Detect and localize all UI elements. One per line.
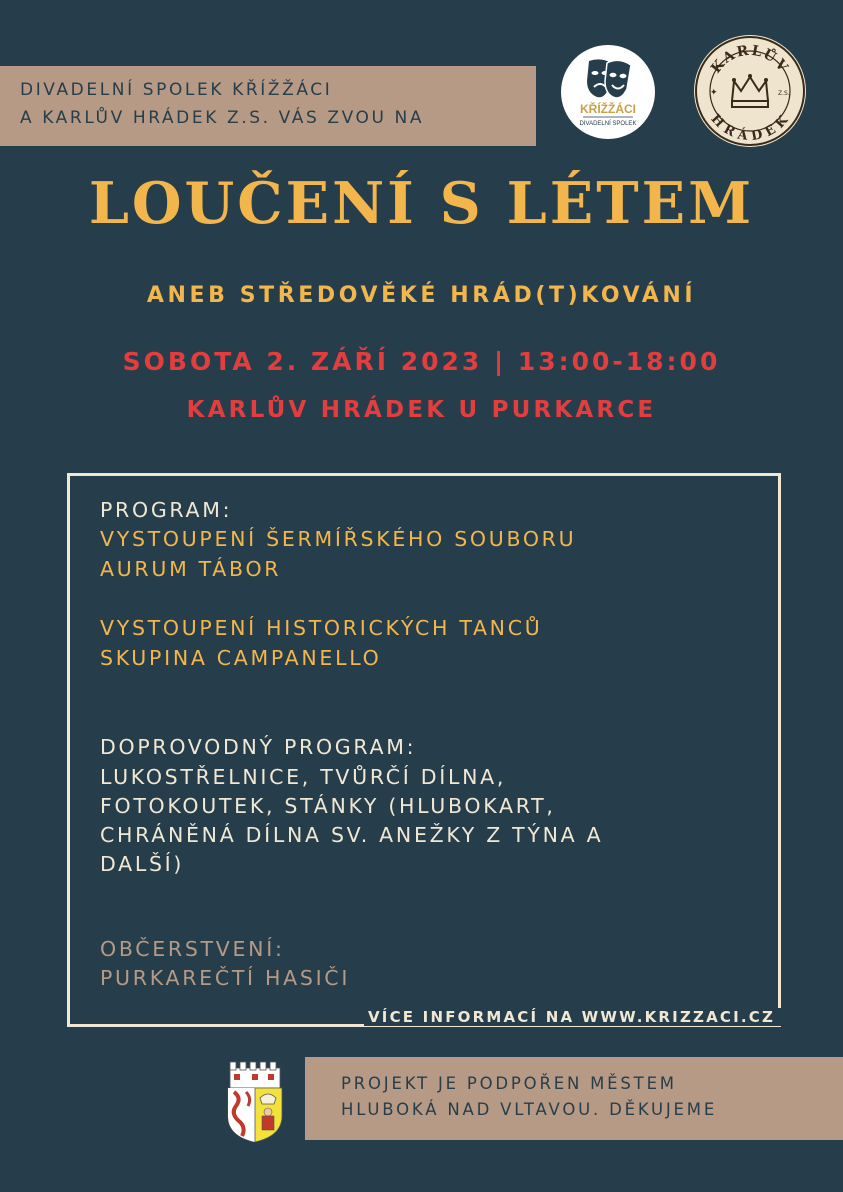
organizer-line-2: A KARLŮV HRÁDEK Z.S. VÁS ZVOU NA: [20, 108, 425, 128]
program-item-2-line-2: SKUPINA CAMPANELLO: [100, 646, 382, 670]
karluv-hradek-seal: [694, 35, 806, 147]
seal-top-text: KARLŮV: [708, 42, 792, 77]
program-item-1-line-2: AURUM TÁBOR: [100, 557, 282, 581]
side-program-line-3: CHRÁNĚNÁ DÍLNA SV. ANEŽKY Z TÝNA A: [100, 823, 604, 847]
organizer-line-1: DIVADELNÍ SPOLEK KŘÍŽŽÁCI: [20, 80, 333, 100]
theatre-masks-icon: [561, 45, 655, 139]
side-program-line-4: DALŠÍ): [100, 852, 185, 876]
hluboka-coat-of-arms: [224, 1058, 286, 1144]
program-heading: PROGRAM:: [100, 498, 233, 522]
krizzaci-logo: [561, 45, 655, 139]
sponsor-line-2: HLUBOKÁ NAD VLTAVOU. DĚKUJEME: [341, 1100, 718, 1119]
program-item-1-line-1: VYSTOUPENÍ ŠERMÍŘSKÉHO SOUBORU: [100, 527, 577, 551]
event-place: KARLŮV HRÁDEK U PURKARCE: [186, 397, 657, 423]
refreshments-heading: OBČERSTVENÍ:: [100, 937, 285, 961]
seal-icon: [694, 35, 806, 147]
event-date-time: SOBOTA 2. ZÁŘÍ 2023 | 13:00-18:00: [122, 347, 721, 376]
sponsor-banner: [305, 1057, 843, 1140]
svg-text:✦: ✦: [710, 88, 718, 98]
seal-bottom-text: HRÁDEK: [707, 111, 793, 145]
more-info-link[interactable]: VÍCE INFORMACÍ NA WWW.KRIZZACI.CZ: [364, 1008, 781, 1026]
side-program-line-2: FOTOKOUTEK, STÁNKY (HLUBOKART,: [100, 794, 556, 818]
program-item-2-line-1: VYSTOUPENÍ HISTORICKÝCH TANCŮ: [100, 616, 543, 640]
sponsor-line-1: PROJEKT JE PODPOŘEN MĚSTEM: [341, 1074, 677, 1093]
refreshments-line-1: PURKAREČTÍ HASIČI: [100, 966, 351, 990]
krizzaci-logo-name: KŘÍŽŽÁCI: [580, 102, 636, 116]
coat-of-arms-icon: [224, 1058, 286, 1144]
side-program-line-1: LUKOSTŘELNICE, TVŮRČÍ DÍLNA,: [100, 765, 507, 789]
krizzaci-logo-subtitle: DIVADELNÍ SPOLEK: [579, 121, 637, 127]
organizer-banner: [0, 66, 536, 146]
seal-zs-text: Z.S.: [778, 90, 790, 97]
event-subtitle: ANEB STŘEDOVĚKÉ HRÁD(T)KOVÁNÍ: [146, 283, 697, 308]
event-title: LOUČENÍ S LÉTEM: [88, 170, 755, 237]
side-program-heading: DOPROVODNÝ PROGRAM:: [100, 735, 417, 759]
